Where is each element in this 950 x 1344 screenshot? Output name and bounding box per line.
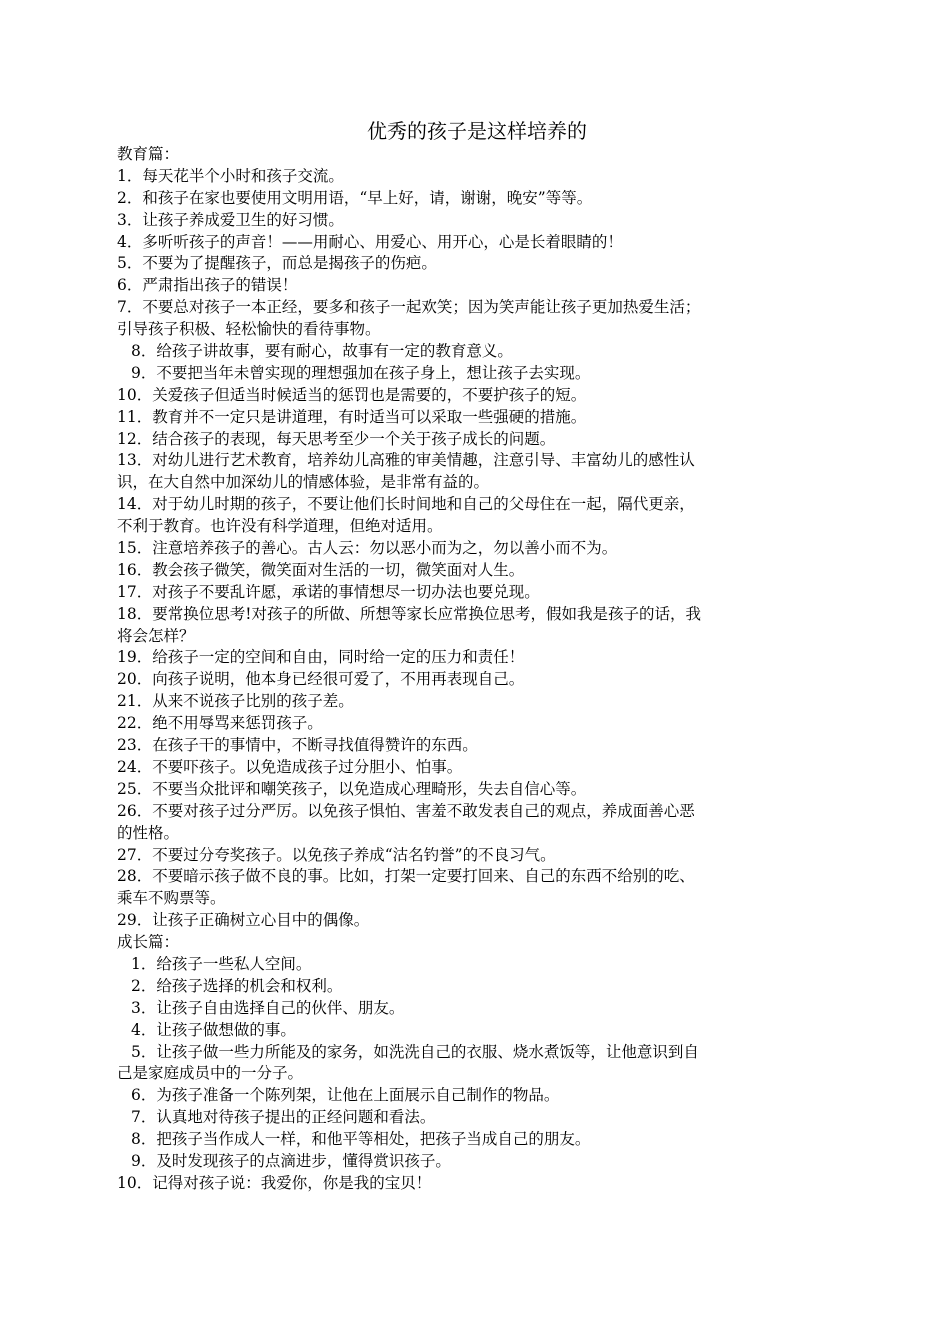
- list-item: 18．要常换位思考!对孩子的所做、所想等家长应常换位思考，假如我是孩子的话，我: [117, 604, 701, 623]
- list-item: 13．对幼儿进行艺术教育，培养幼儿高雅的审美情趣，注意引导、丰富幼儿的感性认: [117, 451, 695, 470]
- list-item: 6．为孩子准备一个陈列架，让他在上面展示自己制作的物品。: [131, 1086, 560, 1105]
- list-item: 6．严肃指出孩子的错误！: [117, 276, 298, 295]
- list-item: 25．不要当众批评和嘲笑孩子，以免造成心理畸形，失去自信心等。: [117, 779, 587, 798]
- list-item: 7．不要总对孩子一本正经，要多和孩子一起欢笑；因为笑声能让孩子更加热爱生活；: [117, 298, 701, 317]
- list-item: 7．认真地对待孩子提出的正经问题和看法。: [131, 1108, 436, 1127]
- list-item: 8．给孩子讲故事，要有耐心，故事有一定的教育意义。: [131, 342, 513, 361]
- document-title: 优秀的孩子是这样培养的: [367, 119, 587, 143]
- list-item: 1．每天花半个小时和孩子交流。: [117, 166, 344, 185]
- list-item: 19．给孩子一定的空间和自由，同时给一定的压力和责任！: [117, 648, 525, 667]
- list-item: 24．不要吓孩子。以免造成孩子过分胆小、怕事。: [117, 757, 463, 776]
- list-item: 3．让孩子养成爱卫生的好习惯。: [117, 210, 344, 229]
- list-item: 22．绝不用辱骂来惩罚孩子。: [117, 714, 323, 733]
- list-item-continuation: 的性格。: [117, 823, 180, 842]
- education-list: [117, 166, 837, 932]
- growth-list: [117, 954, 837, 1195]
- list-item: 20．向孩子说明，他本身已经很可爱了，不用再表现自己。: [117, 670, 525, 689]
- list-item-continuation: 引导孩子积极、轻松愉快的看待事物。: [117, 320, 381, 339]
- list-item: 17．对孩子不要乱许愿，承诺的事情想尽一切办法也要兑现。: [117, 582, 540, 601]
- list-item-continuation: 将会怎样？: [117, 626, 195, 645]
- list-item-continuation: 识，在大自然中加深幼儿的情感体验，是非常有益的。: [117, 473, 490, 492]
- list-item: 3．让孩子自由选择自己的伙伴、朋友。: [131, 998, 405, 1017]
- list-item: 5．不要为了提醒孩子，而总是揭孩子的伤疤。: [117, 254, 437, 273]
- list-item: 16．教会孩子微笑，微笑面对生活的一切，微笑面对人生。: [117, 560, 525, 579]
- list-item: 10．记得对孩子说：我爱你，你是我的宝贝！: [117, 1173, 432, 1192]
- document-body: [117, 144, 837, 1195]
- list-item: 11．教育并不一定只是讲道理，有时适当可以采取一些强硬的措施。: [117, 407, 587, 426]
- list-item: 9．不要把当年未曾实现的理想强加在孩子身上，想让孩子去实现。: [131, 363, 591, 382]
- list-item: 23．在孩子干的事情中，不断寻找值得赞许的东西。: [117, 736, 478, 755]
- list-item-continuation: 不利于教育。也许没有科学道理，但绝对适用。: [117, 517, 443, 536]
- list-item: 1．给孩子一些私人空间。: [131, 954, 312, 973]
- list-item: 10．关爱孩子但适当时候适当的惩罚也是需要的，不要护孩子的短。: [117, 385, 587, 404]
- list-item: 2．给孩子选择的机会和权利。: [131, 976, 343, 995]
- list-item: 9．及时发现孩子的点滴进步，懂得赏识孩子。: [131, 1151, 451, 1170]
- list-item: 26．不要对孩子过分严厉。以免孩子惧怕、害羞不敢发表自己的观点，养成面善心恶: [117, 801, 695, 820]
- list-item: 4．多听听孩子的声音！——用耐心、用爱心、用开心，心是长着眼睛的！: [117, 232, 623, 251]
- list-item: 14．对于幼儿时期的孩子，不要让他们长时间地和自己的父母住在一起，隔代更亲，: [117, 495, 695, 514]
- list-item-continuation: 乘车不购票等。: [117, 889, 226, 908]
- list-item: 27．不要过分夸奖孩子。以免孩子养成“沽名钓誉”的不良习气。: [117, 845, 556, 864]
- list-item: 5．让孩子做一些力所能及的家务，如洗洗自己的衣服、烧水煮饭等，让他意识到自: [131, 1042, 699, 1061]
- list-item: 4．让孩子做想做的事。: [131, 1020, 296, 1039]
- list-item: 15．注意培养孩子的善心。古人云：勿以恶小而为之，勿以善小而不为。: [117, 539, 618, 558]
- list-item: 8．把孩子当作成人一样，和他平等相处，把孩子当成自己的朋友。: [131, 1130, 591, 1149]
- list-item: 12．结合孩子的表现，每天思考至少一个关于孩子成长的问题。: [117, 429, 556, 448]
- list-item: 29．让孩子正确树立心目中的偶像。: [117, 911, 370, 930]
- list-item: 2．和孩子在家也要使用文明用语，“早上好，请，谢谢，晚安”等等。: [117, 188, 593, 207]
- section-heading-growth: 成长篇：: [117, 933, 180, 952]
- list-item: 28．不要暗示孩子做不良的事。比如，打架一定要打回来、自己的东西不给别的吃、: [117, 867, 695, 886]
- list-item-continuation: 己是家庭成员中的一分子。: [117, 1064, 304, 1083]
- list-item: 21．从来不说孩子比别的孩子差。: [117, 692, 354, 711]
- section-heading-education: 教育篇：: [117, 145, 180, 163]
